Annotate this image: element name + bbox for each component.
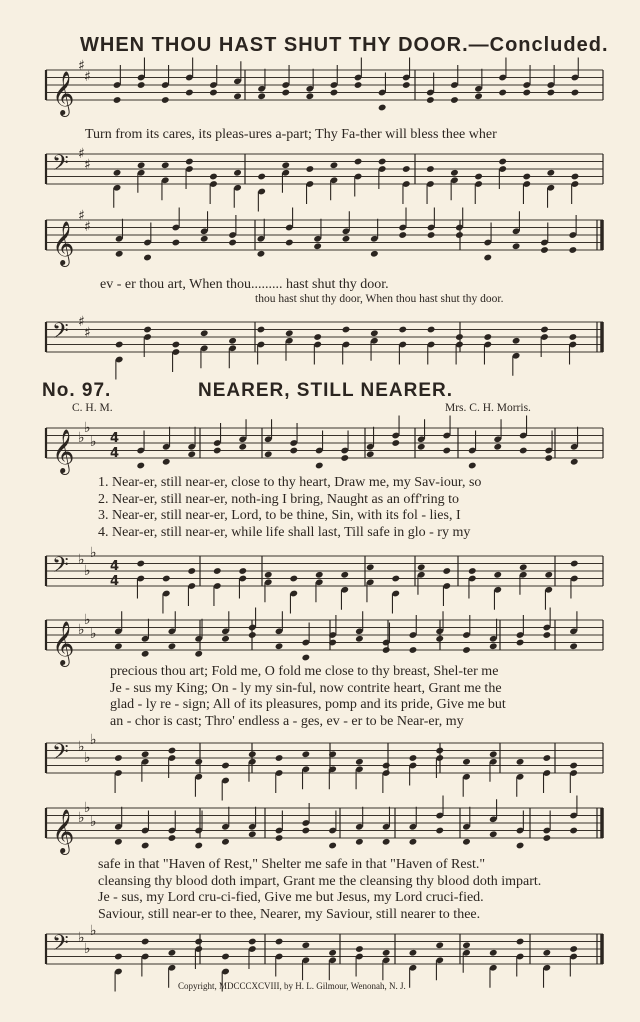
note-head [264, 450, 273, 458]
note-head [141, 938, 150, 946]
note-head [275, 938, 284, 946]
note-head [366, 563, 375, 571]
note-head [275, 754, 284, 762]
hymn-system1-treble-staff [40, 418, 605, 474]
note-head [468, 567, 477, 575]
treble-clef-icon: 𝄞 [52, 71, 75, 115]
note-head [285, 329, 294, 337]
note-head [382, 838, 391, 846]
note-head [516, 938, 525, 946]
note-head [168, 949, 177, 957]
section1-lyric-line1: Turn from its cares, its pleas-ures a-part; Thy Fa-ther will bless thee wher [85, 127, 497, 142]
note-head [113, 169, 122, 177]
note-head [143, 254, 152, 262]
note-head [391, 439, 400, 447]
note-head [519, 447, 528, 455]
note-head [417, 563, 426, 571]
note-head [370, 329, 379, 337]
note-head [194, 842, 203, 850]
note-head [468, 462, 477, 470]
hymn-system2-bass-staff [40, 733, 605, 789]
note-head [540, 326, 549, 334]
note-head [233, 92, 242, 100]
note-head [168, 834, 177, 842]
note-head [340, 571, 349, 579]
flat-icon: ♭ [90, 923, 97, 939]
note-head [248, 938, 257, 946]
sharp-icon: ♯ [78, 314, 85, 330]
note-head [187, 450, 196, 458]
sharp-icon: ♯ [78, 208, 85, 224]
system1-bass-staff [40, 146, 605, 198]
verse-line: 3. Near-er, still near-er, Lord, to be thine, Sin, with its fol - lies, I [98, 508, 461, 523]
note-head [275, 642, 284, 650]
hymn-system2-verses [110, 664, 506, 730]
note-head [213, 447, 222, 455]
note-head [248, 830, 257, 838]
note-head [442, 447, 451, 455]
sharp-icon: ♯ [84, 219, 91, 235]
treble-clef-icon: 𝄞 [52, 809, 75, 853]
system2-bass-staff [40, 314, 605, 364]
section1-lyric-line2-alt: thou hast shut thy door, When thou hast shut thy door. [255, 293, 504, 305]
note-head [571, 173, 580, 181]
bass-clef-icon: 𝄢 [52, 319, 69, 349]
note-head [542, 949, 551, 957]
note-head [569, 827, 578, 835]
note-head [141, 650, 150, 658]
note-head [516, 639, 525, 647]
note-head [489, 750, 498, 758]
flat-icon: ♭ [90, 626, 97, 642]
note-head [342, 235, 351, 243]
note-head [187, 567, 196, 575]
note-head [519, 563, 528, 571]
time-signature-icon: 4 [110, 446, 120, 461]
note-head [409, 646, 418, 654]
copyright-footer: Copyright, MDCCCXCVIII, by H. L. Gilmour, Wenonah, N. J. [178, 981, 406, 991]
note-head [221, 953, 230, 961]
note-head [409, 949, 418, 957]
verse-line: glad - ly re - sign; All of its pleasures, pomp and its pride, Give me but [110, 697, 506, 712]
note-head [340, 454, 349, 462]
note-head [330, 89, 339, 97]
note-head [483, 254, 492, 262]
composer-credit: C. H. M. [72, 402, 113, 414]
note-head [427, 231, 436, 239]
note-head [115, 341, 124, 349]
flat-icon: ♭ [84, 420, 91, 436]
system2-treble-staff [40, 210, 605, 270]
note-head [450, 96, 459, 104]
note-head [571, 89, 580, 97]
sharp-icon: ♯ [78, 58, 85, 74]
verse-line: an - chor is cast; Thro' endless a - ges, ev - er to be Near-er, my [110, 713, 464, 729]
note-head [462, 941, 471, 949]
note-head [161, 161, 170, 169]
hymn-system3-verses [98, 857, 541, 923]
note-head [168, 747, 177, 755]
note-head [257, 326, 266, 334]
note-head [248, 750, 257, 758]
note-head [462, 646, 471, 654]
verse-line: precious thou art; Fold me, O fold me close to thy breast, Shel-ter me [110, 664, 499, 679]
note-head [568, 246, 577, 254]
time-signature-icon: 4 [110, 559, 120, 574]
note-head [172, 239, 181, 247]
note-head [209, 173, 218, 181]
note-head [516, 842, 525, 850]
time-signature-icon: 4 [110, 431, 120, 446]
note-head [398, 326, 407, 334]
note-head [264, 571, 273, 579]
note-head [570, 560, 579, 568]
note-head [306, 92, 315, 100]
note-head [354, 158, 363, 166]
note-head [194, 758, 203, 766]
note-head [281, 161, 290, 169]
note-head [172, 341, 181, 349]
note-head [391, 575, 400, 583]
note-head [168, 642, 177, 650]
note-head [426, 96, 435, 104]
note-head [569, 642, 578, 650]
note-head [200, 329, 209, 337]
note-head [213, 567, 222, 575]
bass-clef-icon: 𝄢 [52, 740, 69, 770]
note-head [114, 642, 123, 650]
note-head [342, 326, 351, 334]
note-head [136, 560, 145, 568]
sharp-icon: ♯ [84, 325, 91, 341]
note-head [114, 754, 123, 762]
note-head [378, 104, 387, 112]
hymn-system3-treble-staff [40, 798, 605, 854]
section1-lyric-line2: ev - er thou art, When thou......... hast shut thy door. [100, 277, 389, 292]
note-head [427, 326, 436, 334]
note-head [315, 571, 324, 579]
note-head [569, 762, 578, 770]
note-head [455, 231, 464, 239]
note-head [442, 567, 451, 575]
bass-clef-icon: 𝄢 [52, 151, 69, 181]
note-head [370, 250, 379, 258]
note-head [301, 941, 310, 949]
note-head [289, 447, 298, 455]
note-head [355, 635, 364, 643]
note-head [522, 173, 531, 181]
verse-line: safe in that "Haven of Rest," Shelter me safe in that "Haven of Rest." [98, 857, 486, 872]
note-head [547, 169, 556, 177]
verse-line: Je - sus my King; On - ly my sin-ful, now contrite heart, Grant me the [110, 680, 502, 696]
note-head [161, 96, 170, 104]
note-head [409, 838, 418, 846]
treble-clef-icon: 𝄞 [52, 221, 75, 265]
note-head [522, 89, 531, 97]
note-head [542, 754, 551, 762]
note-head [474, 92, 483, 100]
note-head [547, 89, 556, 97]
note-head [568, 333, 577, 341]
note-head [209, 89, 218, 97]
note-head [285, 239, 294, 247]
hymn-system2-treble-staff [40, 610, 605, 666]
note-head [185, 89, 194, 97]
note-head [113, 96, 122, 104]
note-head [330, 161, 339, 169]
note-head [221, 635, 230, 643]
note-head [474, 173, 483, 181]
note-head [462, 838, 471, 846]
note-head [354, 81, 363, 89]
treble-clef-icon: 𝄞 [52, 429, 75, 473]
verse-line: 1. Near-er, still near-er, close to thy heart, Draw me, my Sav-iour, so [98, 475, 482, 490]
note-head [301, 750, 310, 758]
note-head [498, 158, 507, 166]
note-head [194, 938, 203, 946]
note-head [328, 842, 337, 850]
flat-icon: ♭ [90, 545, 97, 561]
note-head [162, 458, 171, 466]
verse-line: cleansing thy blood doth impart, Grant me the cleansing thy blood doth impart. [98, 873, 542, 889]
flat-icon: ♭ [78, 430, 85, 446]
note-head [570, 458, 579, 466]
note-head [275, 834, 284, 842]
note-head [221, 762, 230, 770]
note-head [402, 165, 411, 173]
note-head [313, 333, 322, 341]
flat-icon: ♭ [90, 814, 97, 830]
note-head [540, 246, 549, 254]
note-head [435, 747, 444, 755]
flat-icon: ♭ [90, 434, 97, 450]
note-head [542, 834, 551, 842]
note-head [435, 827, 444, 835]
note-head [355, 758, 364, 766]
note-head [516, 758, 525, 766]
note-head [228, 239, 237, 247]
note-head [114, 953, 123, 961]
verse-line: Saviour, still near-er to thee, Nearer, my Saviour, still nearer to thee. [98, 906, 481, 922]
note-head [489, 830, 498, 838]
note-head [136, 462, 145, 470]
note-head [498, 89, 507, 97]
note-head [382, 949, 391, 957]
note-head [402, 81, 411, 89]
note-head [228, 337, 237, 345]
sharp-icon: ♯ [78, 146, 85, 162]
note-head [355, 838, 364, 846]
note-head [398, 231, 407, 239]
flat-icon: ♭ [78, 930, 85, 946]
hymn-title: NEARER, STILL NEARER. [198, 380, 454, 401]
sharp-icon: ♯ [84, 157, 91, 173]
hymn-system3-bass-staff [40, 924, 605, 980]
flat-icon: ♭ [84, 941, 91, 957]
note-head [366, 450, 375, 458]
note-head [328, 949, 337, 957]
flat-icon: ♭ [84, 612, 91, 628]
time-signature-icon: 4 [110, 574, 120, 589]
note-head [143, 326, 152, 334]
note-head [493, 443, 502, 451]
bass-clef-icon: 𝄢 [52, 931, 69, 961]
note-head [544, 454, 553, 462]
note-head [137, 161, 146, 169]
verse-line: Je - sus, my Lord cru-ci-fied, Give me but Jesus, my Lord cruci-fied. [98, 890, 484, 905]
note-head [141, 750, 150, 758]
note-head [115, 250, 124, 258]
note-head [162, 575, 171, 583]
note-head [141, 842, 150, 850]
note-head [435, 941, 444, 949]
note-head [435, 635, 444, 643]
note-head [221, 838, 230, 846]
note-head [137, 81, 146, 89]
note-head [382, 762, 391, 770]
note-head [462, 758, 471, 766]
note-head [455, 333, 464, 341]
flat-icon: ♭ [78, 552, 85, 568]
verse-line: 2. Near-er, still near-er, noth-ing I bring, Naught as an off'ring to [98, 491, 459, 507]
note-head [493, 571, 502, 579]
note-head [426, 165, 435, 173]
note-head [238, 443, 247, 451]
note-head [382, 646, 391, 654]
verse-line: 4. Near-er, still near-er, while life shall last, Till safe in glo - ry my [98, 524, 471, 540]
note-head [512, 242, 521, 250]
note-head [544, 571, 553, 579]
note-head [313, 242, 322, 250]
note-head [542, 631, 551, 639]
note-head [569, 945, 578, 953]
bass-clef-icon: 𝄢 [52, 553, 69, 583]
author-credit: Mrs. C. H. Morris. [445, 402, 531, 414]
note-head [301, 827, 310, 835]
flat-icon: ♭ [84, 800, 91, 816]
flat-icon: ♭ [90, 732, 97, 748]
note-head [248, 631, 257, 639]
note-head [489, 949, 498, 957]
note-head [257, 92, 266, 100]
note-head [355, 945, 364, 953]
note-head [483, 333, 492, 341]
note-head [450, 169, 459, 177]
note-head [185, 158, 194, 166]
note-head [315, 462, 324, 470]
hymn-number: No. 97. [42, 380, 112, 401]
flat-icon: ♭ [84, 563, 91, 579]
note-head [417, 443, 426, 451]
note-head [306, 165, 315, 173]
flat-icon: ♭ [78, 810, 85, 826]
note-head [200, 235, 209, 243]
note-head [114, 838, 123, 846]
note-head [194, 650, 203, 658]
note-head [233, 169, 242, 177]
hymn-system1-verses [98, 475, 481, 541]
note-head [301, 654, 310, 662]
note-head [378, 158, 387, 166]
note-head [409, 754, 418, 762]
system1-treble-staff [40, 60, 605, 120]
note-head [257, 173, 266, 181]
note-head [512, 337, 521, 345]
flat-icon: ♭ [78, 739, 85, 755]
flat-icon: ♭ [84, 750, 91, 766]
note-head [257, 250, 266, 258]
page-title: WHEN THOU HAST SHUT THY DOOR.—Concluded. [80, 34, 609, 56]
flat-icon: ♭ [78, 622, 85, 638]
note-head [281, 89, 290, 97]
hymn-system1-bass-staff [40, 546, 605, 602]
note-head [489, 642, 498, 650]
sharp-icon: ♯ [84, 69, 91, 85]
treble-clef-icon: 𝄞 [52, 621, 75, 665]
note-head [238, 567, 247, 575]
note-head [289, 575, 298, 583]
